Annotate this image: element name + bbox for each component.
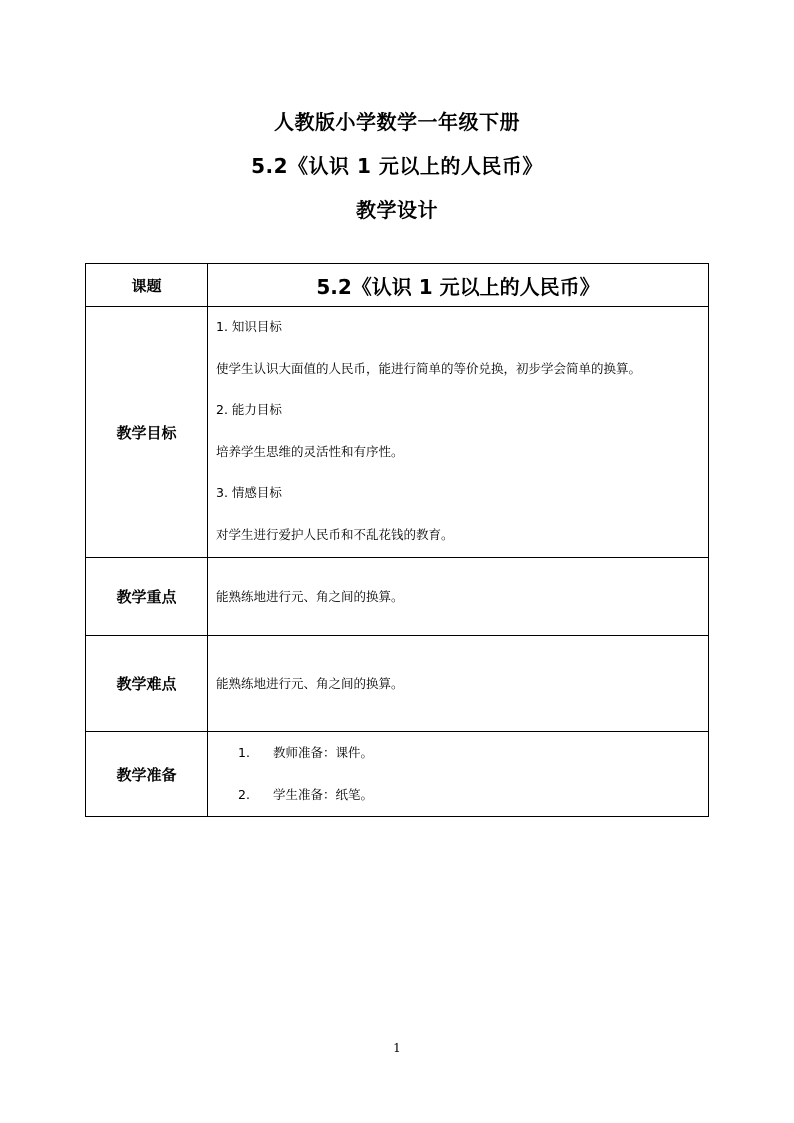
row-difficulties <box>86 636 709 732</box>
preparation-item-number: 1. <box>238 745 250 760</box>
preparation-item-text: 学生准备：纸笔。 <box>273 787 374 802</box>
title-line-lesson: 5.2《认识 1 元以上的人民币》 <box>251 154 543 178</box>
key-points-text: 能熟练地进行元、角之间的换算。 <box>216 588 404 604</box>
row-key-points <box>86 558 709 636</box>
difficulties-cell <box>208 636 709 732</box>
difficulties-label: 教学难点 <box>86 636 208 732</box>
page-number: 1 <box>393 1041 401 1055</box>
objective-emotion-text: 对学生进行爱护人民币和不乱花钱的教育。 <box>216 526 454 542</box>
preparation-item-text: 教师准备：课件。 <box>273 745 374 760</box>
topic-value: 5.2《认识 1 元以上的人民币》 <box>208 264 709 307</box>
row-preparation <box>86 732 709 817</box>
key-points-label: 教学重点 <box>86 558 208 636</box>
objective-ability-text: 培养学生思维的灵活性和有序性。 <box>216 443 404 459</box>
preparation-cell <box>208 732 709 817</box>
key-points-cell <box>208 558 709 636</box>
difficulties-text: 能熟练地进行元、角之间的换算。 <box>216 675 404 691</box>
objective-knowledge-heading: 1. 知识目标 <box>216 319 282 334</box>
objectives-label: 教学目标 <box>86 307 208 558</box>
preparation-item-number: 2. <box>238 787 250 802</box>
objectives-cell <box>208 307 709 558</box>
row-objectives <box>86 307 709 558</box>
preparation-item <box>208 743 708 763</box>
preparation-item <box>208 785 708 805</box>
objective-ability-heading: 2. 能力目标 <box>216 402 282 418</box>
title-line-textbook: 人教版小学数学一年级下册 <box>274 110 520 134</box>
row-topic <box>86 264 709 307</box>
preparation-label: 教学准备 <box>86 732 208 817</box>
objective-knowledge-text: 使学生认识大面值的人民币，能进行简单的等价兑换，初步学会简单的换算。 <box>216 360 642 376</box>
topic-label: 课题 <box>86 264 208 307</box>
lesson-plan-table <box>85 263 709 817</box>
document-title <box>0 100 794 232</box>
objective-emotion-heading: 3. 情感目标 <box>216 485 282 501</box>
title-line-design: 教学设计 <box>356 198 438 222</box>
